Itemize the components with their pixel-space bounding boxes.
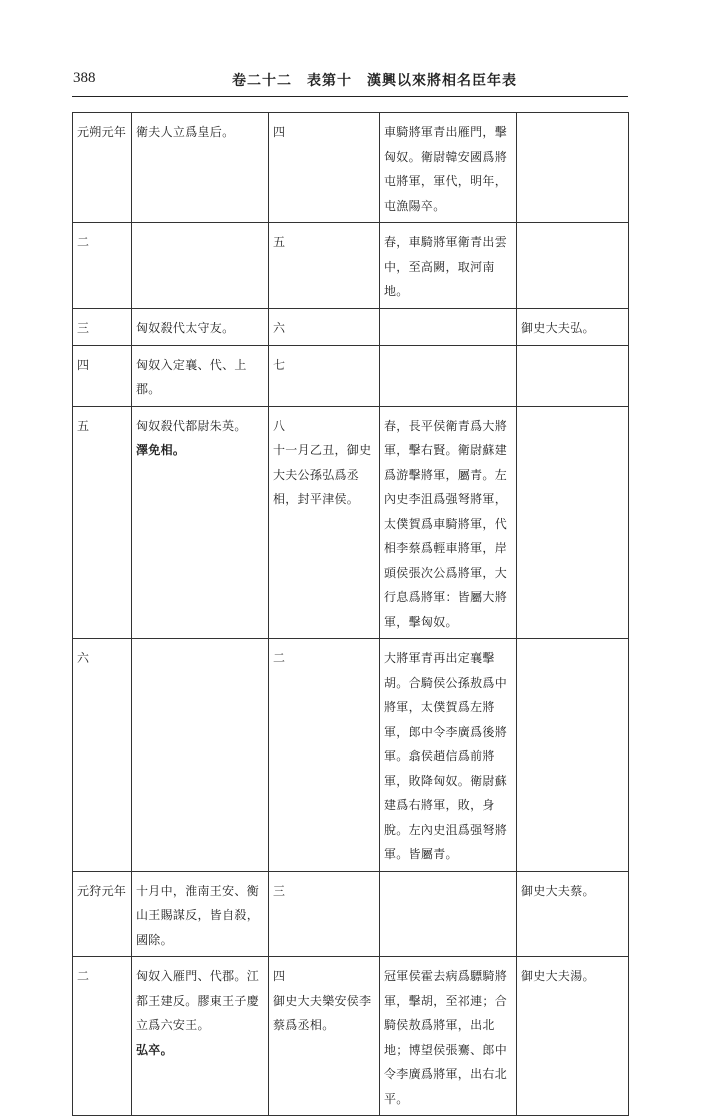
header-rule [72,96,628,97]
chancellor-line: 十一月乙丑，御史大夫公孫弘爲丞相，封平津侯。 [273,443,372,506]
year-cell: 二 [73,223,132,309]
event-line: 匈奴殺代都尉朱英。 [136,418,247,433]
generals-cell [380,345,517,406]
chancellor-line: 御史大夫樂安侯李蔡爲丞相。 [273,993,372,1032]
generals-cell: 大將軍青再出定襄擊胡。合騎侯公孫敖爲中將軍，太僕賀爲左將軍，郎中令李廣爲後將軍。翕侯趙信爲前將軍，敗降匈奴。衛尉蘇建爲右將軍，敗，身脫。左內史沮爲强弩將軍。皆屬青。 [380,639,517,872]
chancellor-line: 三 [273,883,286,898]
chancellor-cell [269,345,380,406]
censor-cell [517,639,629,872]
table-row [73,639,629,872]
generals-cell: 冠軍侯霍去病爲驃騎將軍，擊胡，至祁連；合騎侯敖爲將軍，出北地；博望侯張騫、郎中令李廣爲將軍，出右北平。 [380,957,517,1116]
table-row [73,113,629,223]
censor-cell: 御史大夫弘。 [517,308,629,345]
year-cell: 元狩元年 [73,871,132,957]
event-line: 匈奴殺代太守友。 [136,320,235,335]
events-cell [132,639,269,872]
chancellor-line: 二 [273,651,286,665]
event-line: 匈奴入雁門、代郡。江都王建反。膠東王子慶立爲六安王。 [136,969,260,1032]
year-cell: 三 [73,308,132,345]
chancellor-cell [269,406,380,639]
chancellor-line: 八 [273,418,286,433]
event-line: 衛夫人立爲皇后。 [136,125,235,139]
events-cell [132,223,269,309]
events-cell [132,345,269,406]
events-cell [132,406,269,639]
event-line: 匈奴入定襄、代、上郡。 [136,357,247,396]
chancellor-cell [269,639,380,872]
running-title: 卷二十二 表第十 漢興以來將相名臣年表 [232,73,517,89]
generals-cell [380,308,517,345]
chancellor-cell [269,871,380,957]
events-cell [132,957,269,1116]
table-row [73,223,629,309]
chancellor-line: 六 [273,320,286,335]
page-number: 388 [73,70,96,86]
table-row [73,871,629,957]
generals-cell: 春，車騎將軍衛青出雲中，至高闕，取河南地。 [380,223,517,309]
year-cell: 六 [73,639,132,872]
censor-cell [517,113,629,223]
chancellor-line: 四 [273,125,286,139]
chancellor-cell [269,308,380,345]
events-cell [132,308,269,345]
event-bold-line: 澤免相。 [136,443,186,457]
chronology-table [72,112,629,1116]
event-bold-line: 弘卒。 [136,1042,173,1057]
year-cell: 元朔元年 [73,113,132,223]
events-cell [132,871,269,957]
events-cell [132,113,269,223]
year-cell: 四 [73,345,132,406]
generals-cell [380,871,517,957]
table-row [73,957,629,1116]
table-row [73,308,629,345]
year-cell: 二 [73,957,132,1116]
chancellor-line: 五 [273,235,286,249]
chancellor-cell [269,113,380,223]
censor-cell [517,223,629,309]
censor-cell [517,345,629,406]
table-row [73,345,629,406]
event-line: 十月中，淮南王安、衡山王賜謀反，皆自殺，國除。 [136,883,260,947]
censor-cell: 御史大夫湯。 [517,957,629,1116]
generals-cell: 車騎將軍青出雁門，擊匈奴。衛尉韓安國爲將屯將軍，軍代，明年，屯漁陽卒。 [380,113,517,223]
censor-cell [517,406,629,639]
table-row [73,406,629,639]
generals-cell: 春，長平侯衛青爲大將軍，擊右賢。衛尉蘇建爲游擊將軍，屬青。左內史李沮爲强弩將軍，太僕賀爲車騎將軍，代相李蔡爲輕車將軍，岸頭侯張次公爲將軍，大行息爲將軍：皆屬大將軍，擊匈奴。 [380,406,517,639]
chancellor-line: 四 [273,969,286,983]
chancellor-cell [269,223,380,309]
chancellor-cell [269,957,380,1116]
chancellor-line: 七 [273,357,286,372]
censor-cell: 御史大夫蔡。 [517,871,629,957]
year-cell: 五 [73,406,132,639]
